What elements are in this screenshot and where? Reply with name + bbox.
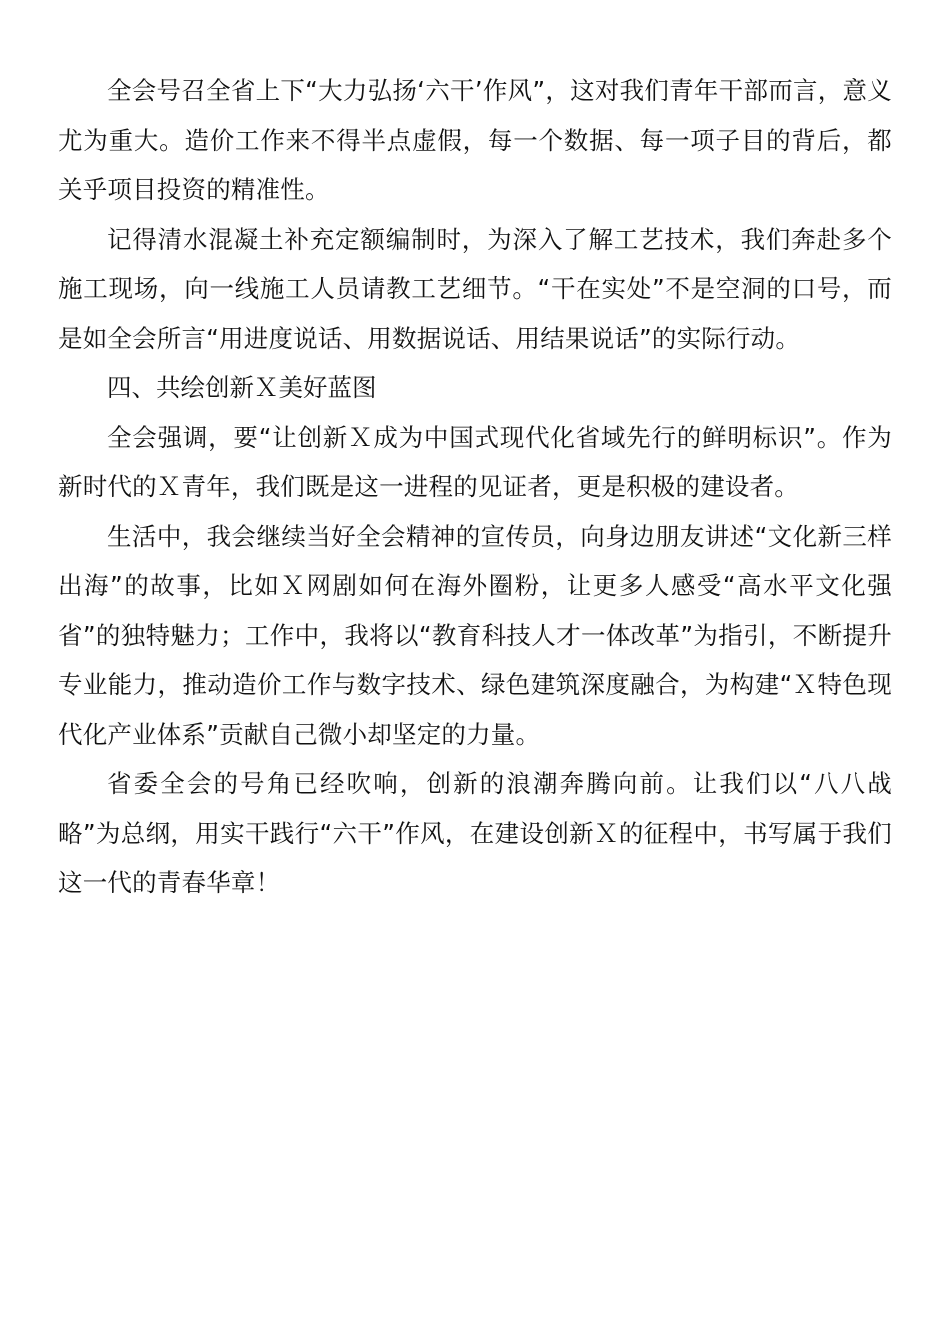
paragraph-closing: 省委全会的号角已经吹响，创新的浪潮奔腾向前。让我们以“八八战略”为总纲，用实干践行“六干”作风，在建设创新Ｘ的征程中，书写属于我们这一代的青春华章！ (58, 769, 892, 897)
paragraph-concrete-quota: 记得清水混凝土补充定额编制时，为深入了解工艺技术，我们奔赴多个施工现场，向一线施工人员请教工艺细节。“干在实处”不是空洞的口号，而是如全会所言“用进度说话、用数据说话、用结果说话”的实际行动。 (58, 224, 892, 353)
paragraph-life-and-work: 生活中，我会继续当好全会精神的宣传员，向身边朋友讲述“文化新三样出海”的故事，比如Ｘ网剧如何在海外圈粉，让更多人感受“高水平文化强省”的独特魅力；工作中，我将以“教育科技人才一体改革”为指引，不断提升专业能力，推动造价工作与数字技术、绿色建筑深度融合，为构建“Ｘ特色现代化产业体系”贡献自己微小却坚定的力量。 (58, 521, 892, 749)
document-page (58, 66, 892, 908)
section-heading-four: 四、共绘创新Ｘ美好蓝图 (107, 373, 377, 402)
paragraph-six-gan-style: 全会号召全省上下“大力弘扬‘六干’作风”，这对我们青年干部而言，意义尤为重大。造价工作来不得半点虚假，每一个数据、每一项子目的背后，都关乎项目投资的精准性。 (58, 76, 892, 204)
paragraph-innovation-identity: 全会强调，要“让创新Ｘ成为中国式现代化省域先行的鲜明标识”。作为新时代的Ｘ青年，我们既是这一进程的见证者，更是积极的建设者。 (58, 422, 892, 501)
